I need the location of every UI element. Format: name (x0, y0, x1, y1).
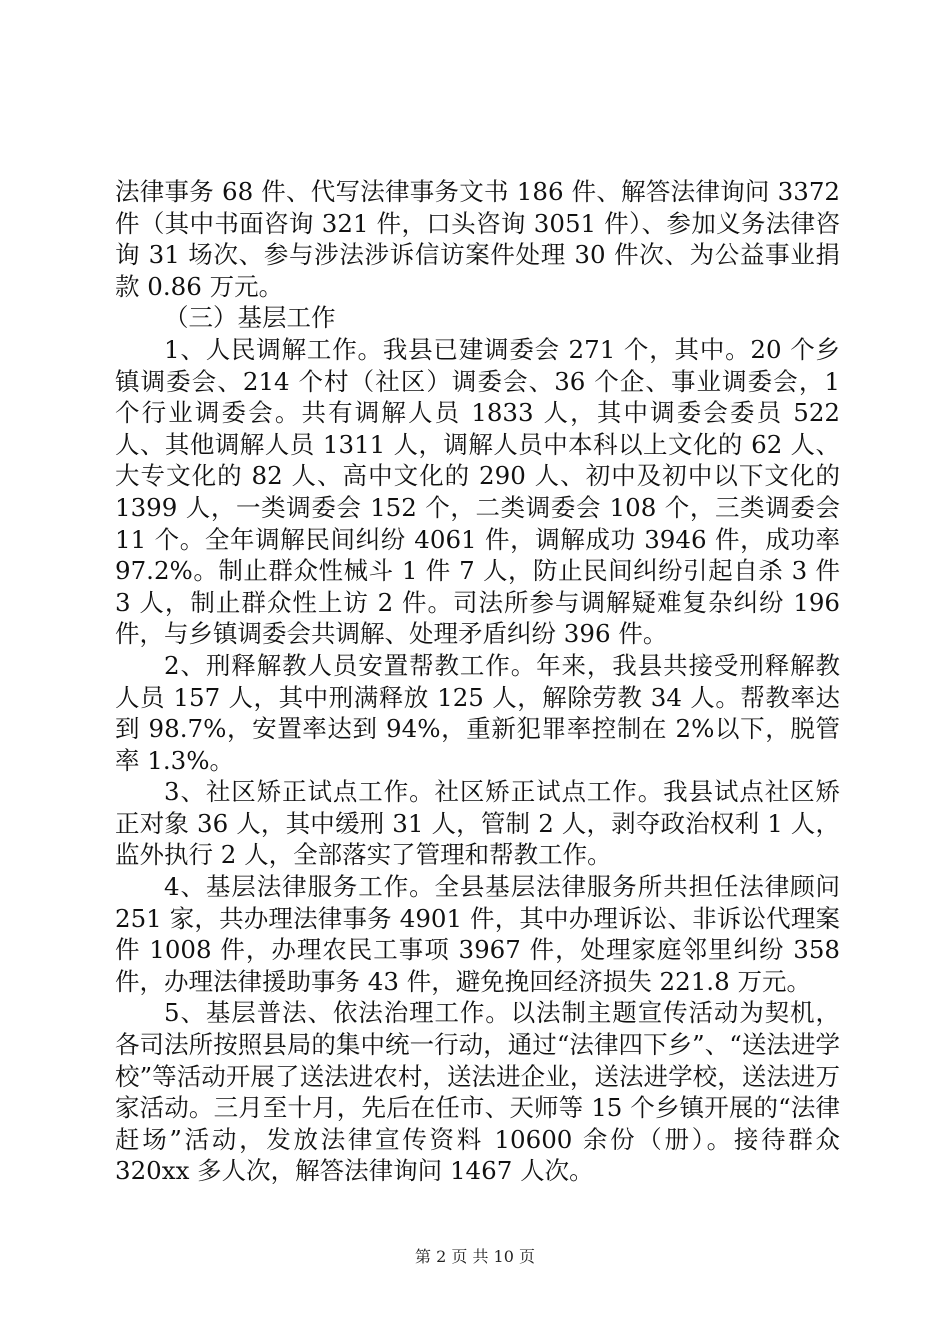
paragraph-grassroots-legal-service: 4、基层法律服务工作。全县基层法律服务所共担任法律顾问 251 家，共办理法律事务 4901 件，其中办理诉讼、非诉讼代理案件 1008 件，办理农民工事项 3967 件，处理家庭邻里纠纷 358 件，办理法律援助事务 43 件，避免挽回经济损失 221.8 万元。 (115, 872, 840, 996)
paragraph-released-prisoner-resettlement: 2、刑释解教人员安置帮教工作。年来，我县共接受刑释解教人员 157 人，其中刑满释放 125 人，解除劳教 34 人。帮教率达到 98.7%，安置率达到 94%，重新犯罪率控制在 2%以下，脱管率 1.3%。 (115, 650, 840, 775)
paragraph-people-mediation: 1、人民调解工作。我县已建调委会 271 个，其中。20 个乡镇调委会、214 个村（社区）调委会、36 个企、事业调委会，1 个行业调委会。共有调解人员 1833 人，其中调委会委员 522 人、其他调解人员 1311 人，调解人员中本科以上文化的 62 人、大专文化的 82 人、高中文化的 290 人、初中及初中以下文化的 1399 人，一类调委会 152 个，二类调委会 108 个，三类调委会 11 个。全年调解民间纠纷 4061 件，调解成功 3946 件，成功率 97.2%。制止群众性械斗 1 件 7 人，防止民间纠纷引起自杀 3 件 3 人，制止群众性上访 2 件。司法所参与调解疑难复杂纠纷 196 件，与乡镇调委会共调解、处理矛盾纠纷 396 件。 (115, 334, 840, 649)
paragraph-community-correction: 3、社区矫正试点工作。社区矫正试点工作。我县试点社区矫正对象 36 人，其中缓刑 31 人，管制 2 人，剥夺政治权利 1 人，监外执行 2 人，全部落实了管理和帮教工作。 (115, 777, 840, 870)
paragraph-legal-affairs-continued: 法律事务 68 件、代写法律事务文书 186 件、解答法律询问 3372 件（其中书面咨询 321 件，口头咨询 3051 件）、参加义务法律咨询 31 场次、参与涉法涉诉信访案件处理 30 件次、为公益事业捐款 0.86 万元。 (115, 177, 840, 301)
page-number-footer: 第 2 页 共 10 页 (415, 1247, 535, 1266)
section-heading-grassroots-work: （三）基层工作 (164, 303, 336, 333)
document-body (115, 176, 840, 1187)
paragraph-law-popularization: 5、基层普法、依法治理工作。以法制主题宣传活动为契机，各司法所按照县局的集中统一行动，通过“法律四下乡”、“送法进学校”等活动开展了送法进农村，送法进企业，送法进学校，送法进万家活动。三月至十月，先后在任市、天师等 15 个乡镇开展的“法律赶场”活动，发放法律宣传资料 10600 余份（册）。接待群众 320xx 多人次，解答法律询问 1467 人次。 (115, 998, 840, 1186)
